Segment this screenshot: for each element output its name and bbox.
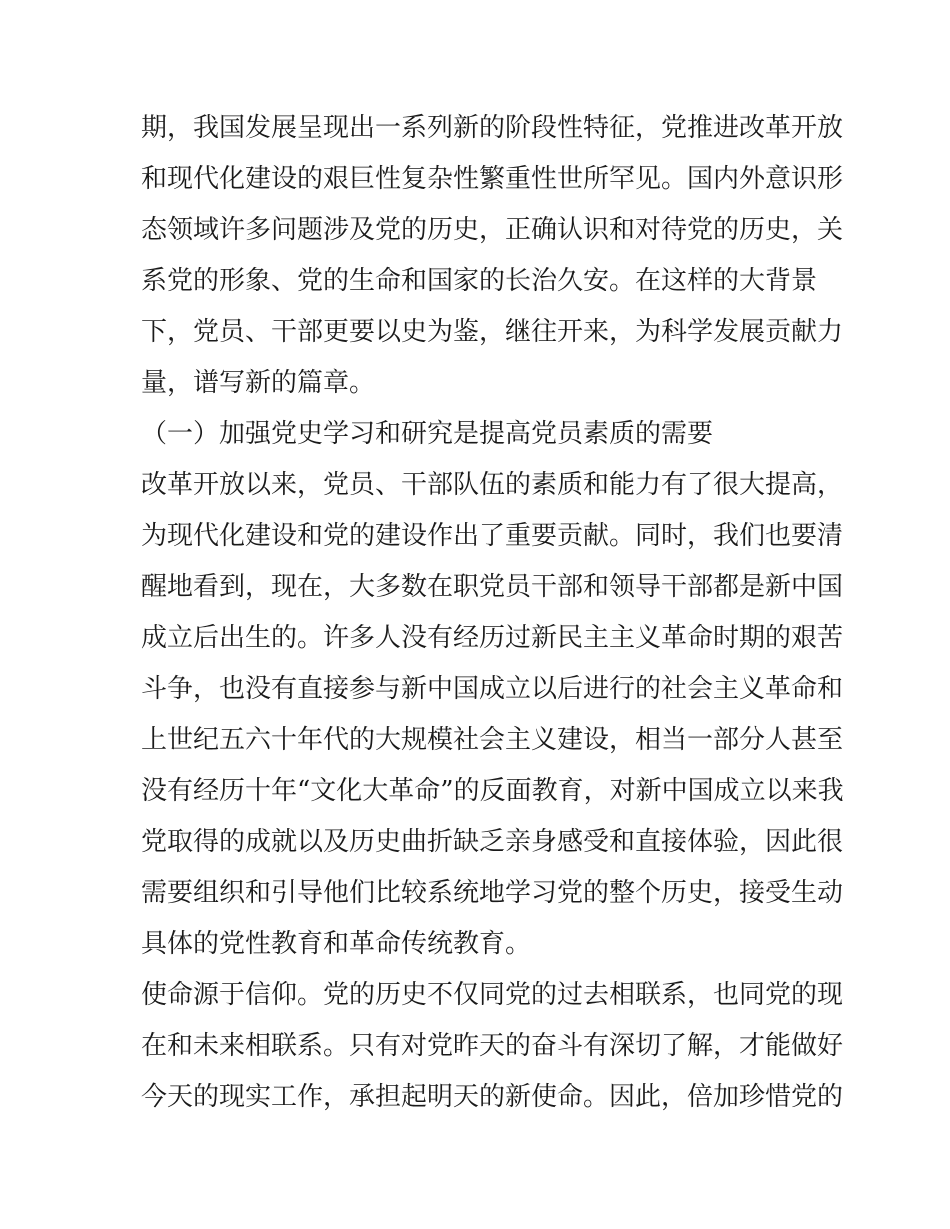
- text-line: 期，我国发展呈现出一系列新的阶段性特征，党推进改革开放: [141, 113, 844, 143]
- text-line: 党取得的成就以及历史曲折缺乏亲身感受和直接体验，因此很: [141, 827, 844, 857]
- text-line: 量，谱写新的篇章。: [141, 368, 376, 398]
- text-line: 为现代化建设和党的建设作出了重要贡献。同时，我们也要清: [141, 521, 844, 551]
- text-line: 使命源于信仰。党的历史不仅同党的过去相联系，也同党的现: [141, 980, 844, 1010]
- text-line: 成立后出生的。许多人没有经历过新民主主义革命时期的艰苦: [141, 623, 844, 653]
- text-line: 今天的现实工作，承担起明天的新使命。因此，倍加珍惜党的: [141, 1082, 844, 1112]
- text-line: 下，党员、干部更要以史为鉴，继往开来，为科学发展贡献力: [141, 317, 844, 347]
- section-heading: （一）加强党史学习和研究是提高党员素质的需要: [141, 419, 714, 449]
- text-line: 没有经历十年“文化大革命”的反面教育，对新中国成立以来我: [141, 776, 844, 806]
- text-line: 改革开放以来，党员、干部队伍的素质和能力有了很大提高，: [141, 470, 844, 500]
- text-line: 醒地看到，现在，大多数在职党员干部和领导干部都是新中国: [141, 572, 844, 602]
- text-line: 需要组织和引导他们比较系统地学习党的整个历史，接受生动: [141, 878, 844, 908]
- text-line: 上世纪五六十年代的大规模社会主义建设，相当一部分人甚至: [141, 725, 844, 755]
- text-line: 斗争，也没有直接参与新中国成立以后进行的社会主义革命和: [141, 674, 844, 704]
- text-line: 态领域许多问题涉及党的历史，正确认识和对待党的历史，关: [141, 215, 844, 245]
- text-line: 具体的党性教育和革命传统教育。: [141, 929, 532, 959]
- text-line: 在和未来相联系。只有对党昨天的奋斗有深切了解，才能做好: [141, 1031, 844, 1061]
- text-line: 系党的形象、党的生命和国家的长治久安。在这样的大背景: [141, 266, 818, 296]
- text-line: 和现代化建设的艰巨性复杂性繁重性世所罕见。国内外意识形: [141, 164, 844, 194]
